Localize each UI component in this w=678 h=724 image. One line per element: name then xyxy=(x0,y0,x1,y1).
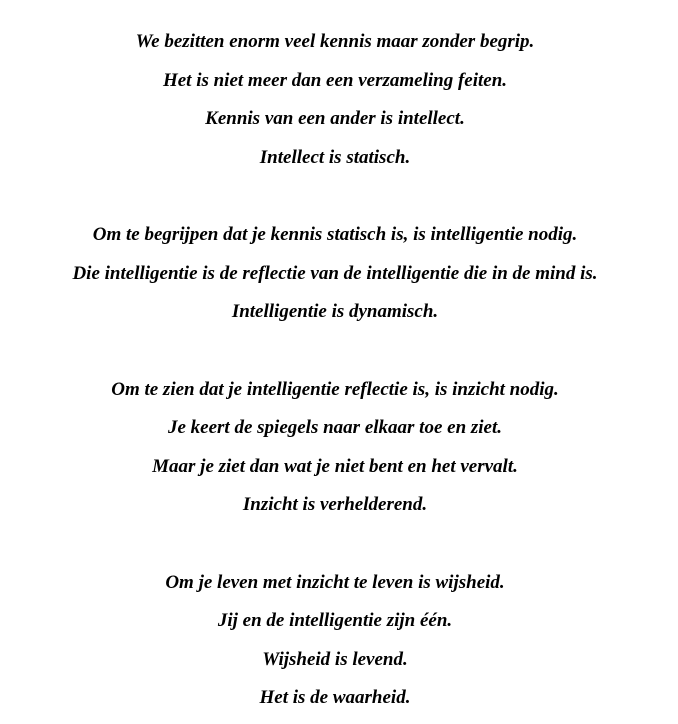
poem-line: Kennis van een ander is intellect. xyxy=(205,108,465,129)
stanza-2 xyxy=(0,222,670,338)
poem-line: Inzicht is verhelderend. xyxy=(242,494,428,515)
poem-line: Het is de waarheid. xyxy=(259,687,411,708)
stanza-1 xyxy=(0,29,670,183)
poem-line: Wijsheid is levend. xyxy=(262,648,408,670)
poem-line: Je keert de spiegels naar elkaar toe en ziet. xyxy=(167,417,503,438)
poem-line: We bezitten enorm veel kennis maar zonder begrip. xyxy=(135,31,535,52)
stanza-3 xyxy=(0,377,670,531)
poem-line: Intellect is statisch. xyxy=(259,146,411,168)
poem-line: Die intelligentie is de reflectie van de intelligentie die in de mind is. xyxy=(72,262,598,284)
poem-line: Het is niet meer dan een verzameling feiten. xyxy=(162,69,508,91)
poem-line: Om je leven met inzicht te leven is wijsheid. xyxy=(165,571,505,593)
poem-line: Maar je ziet dan wat je niet bent en het vervalt. xyxy=(152,455,518,477)
stanza-4 xyxy=(0,570,670,724)
poem-line: Om te zien dat je intelligentie reflectie is, is inzicht nodig. xyxy=(111,378,559,400)
poem-line: Intelligentie is dynamisch. xyxy=(231,301,439,322)
poem-line: Om te begrijpen dat je kennis statisch is, is intelligentie nodig. xyxy=(92,224,578,245)
poem xyxy=(0,29,670,724)
poem-line: Jij en de intelligentie zijn één. xyxy=(217,610,453,631)
